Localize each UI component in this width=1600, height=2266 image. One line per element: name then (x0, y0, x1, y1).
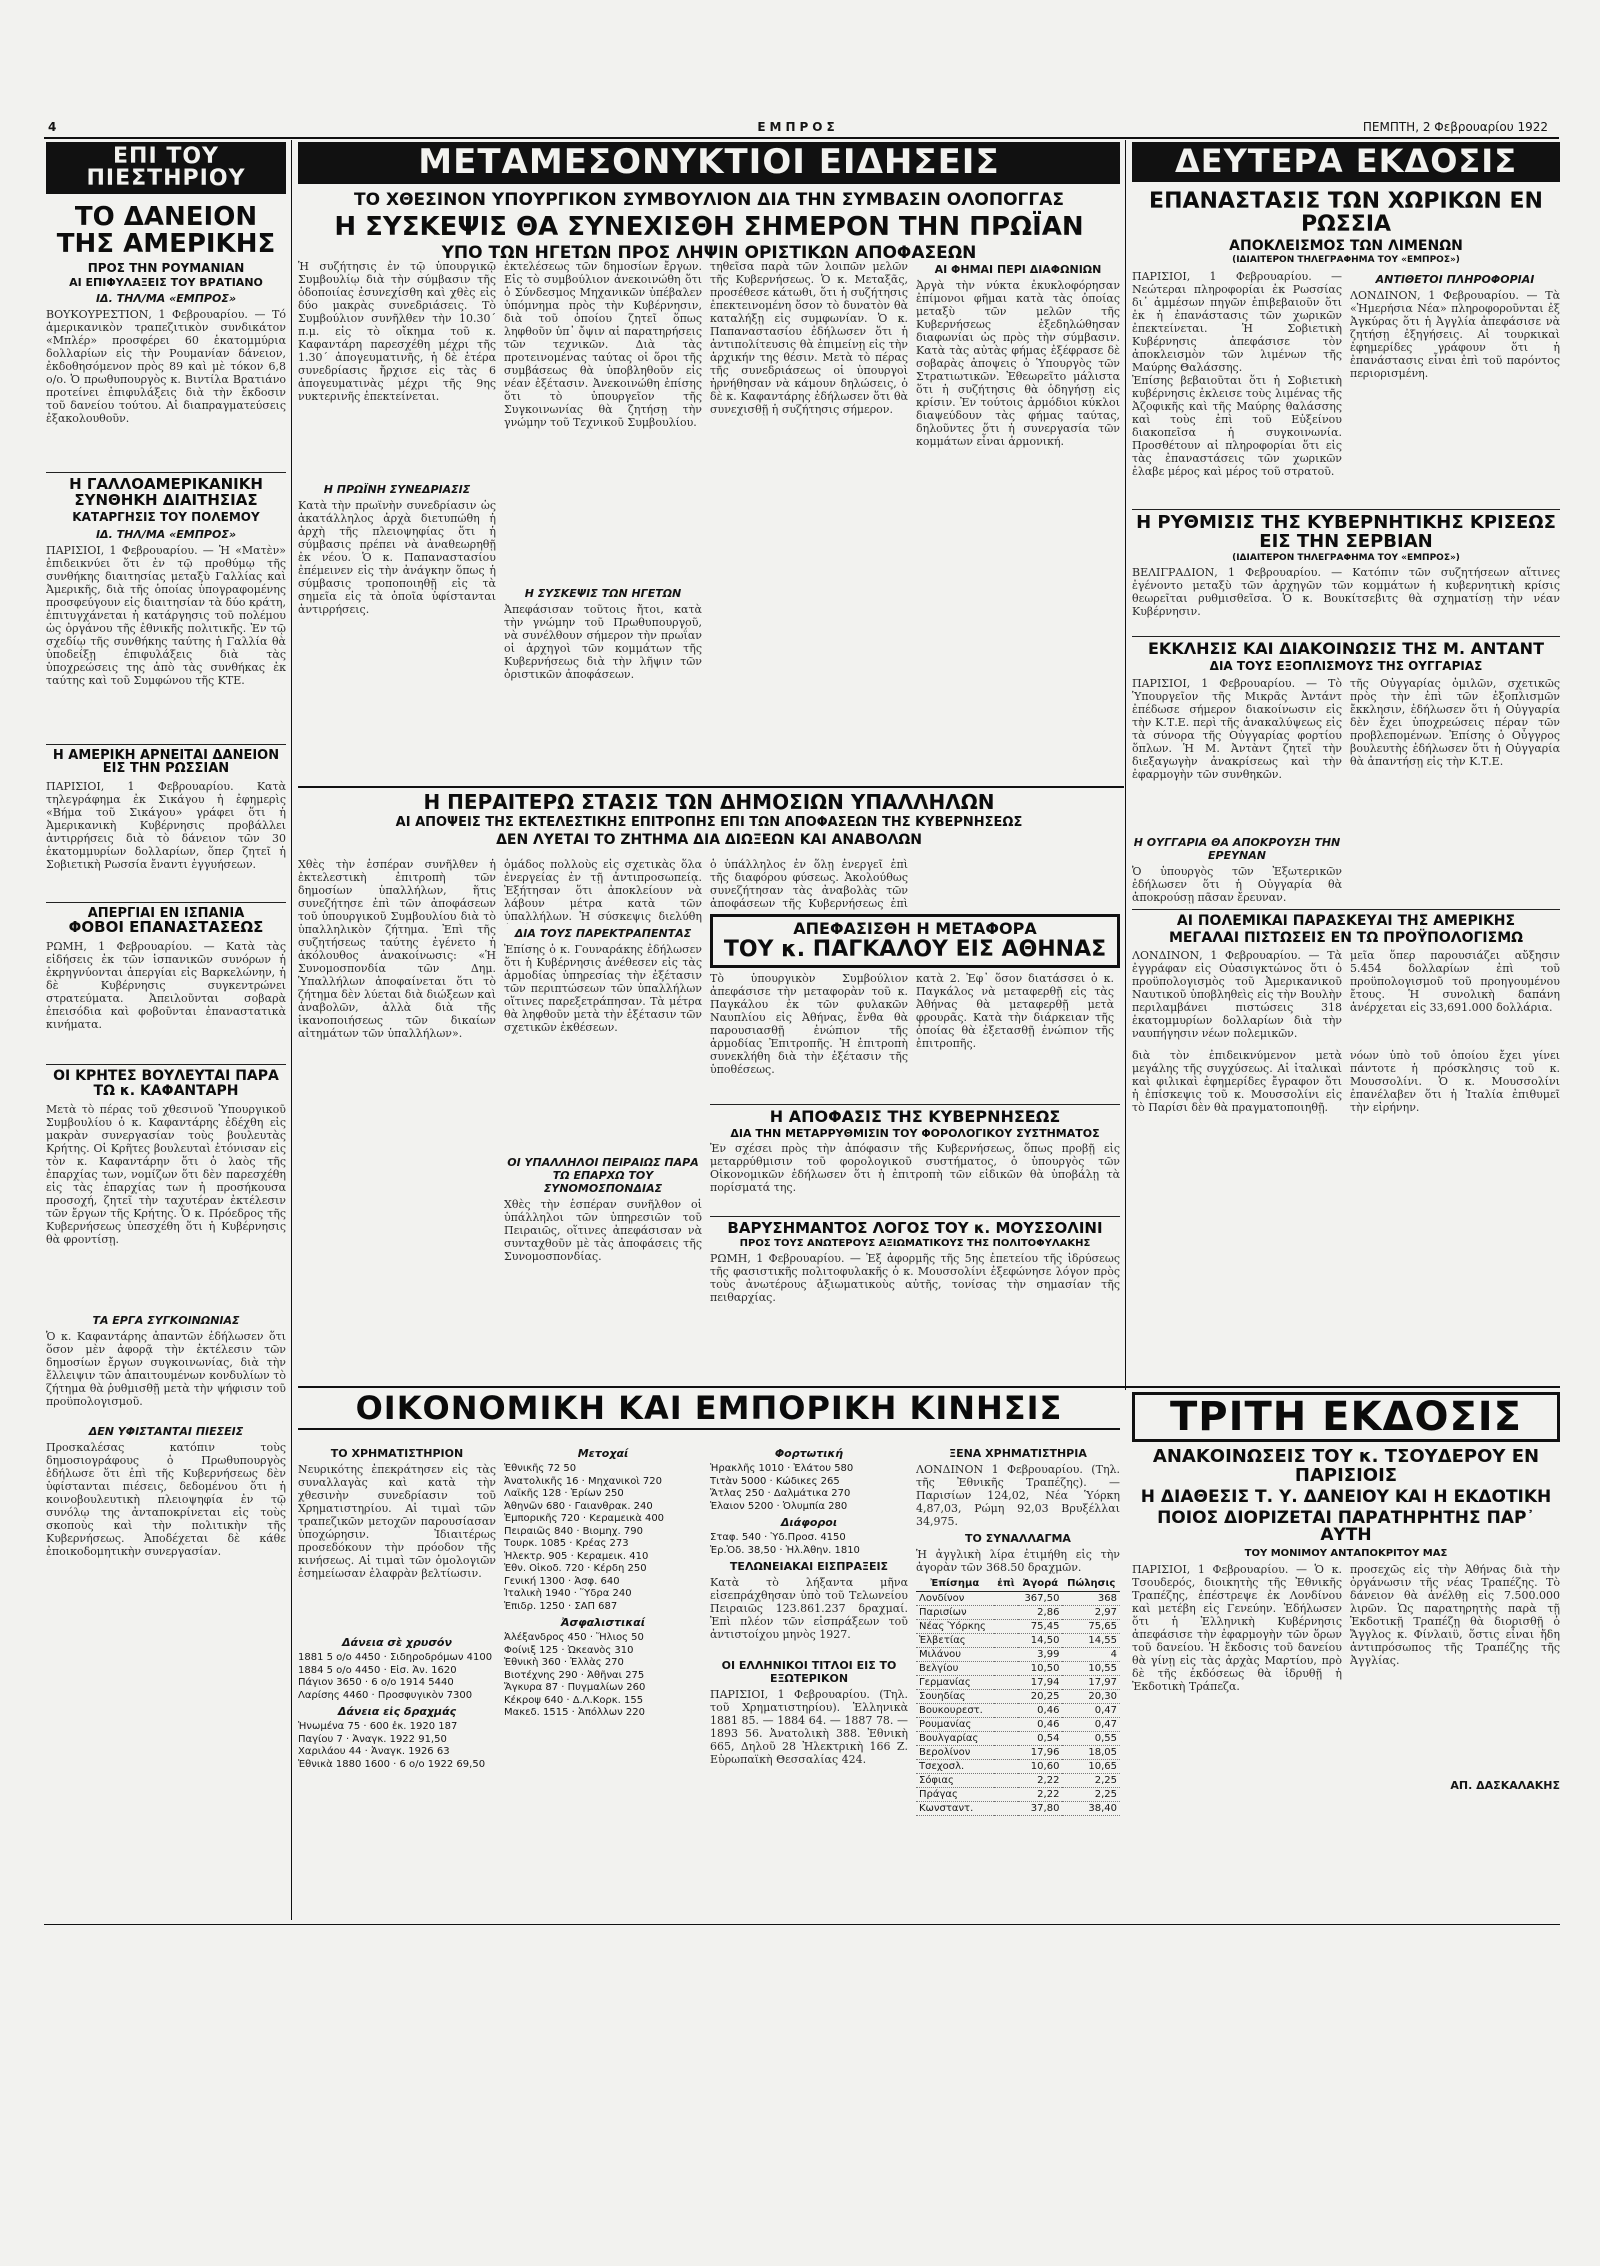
section-label: ΤΑ ΕΡΓΑ ΣΥΓΚΟΙΝΩΝΙΑΣ (92, 1313, 240, 1327)
article-text: ΡΩΜΗ, 1 Φεβρουαρίου. — Κατὰ τὰς εἰδήσεις ἐκ τῶν ἰσπανικῶν συνόρων ἡ ἐκρηγνύονται ἀπεργίαι εἰς Βαρκελώνην, ἡ δὲ Κυβέρνησις συγκεντρώνει στρατεύματα. Ἀπειλοῦνται σοβαρὰ ἐπεισόδια καὶ φοβοῦνται ἐπαναστατικὰ κινήματα. (46, 940, 286, 1032)
headline-meeting-continues: Η ΣΥΣΚΕΨΙΣ ΘΑ ΣΥΝΕΧΙΣΘΗ ΣΗΜΕΡΟΝ ΤΗΝ ΠΡΩΪΑΝ (334, 211, 1084, 242)
table-row (916, 1634, 1120, 1648)
table-cell: Σουηδίας (916, 1690, 994, 1704)
table-row (916, 1606, 1120, 1620)
article-text: τῆς Οὐγγαρίας ὁμιλῶν, σχετικῶς πρὸς τὴν ἐπὶ τῶν ἐξοπλισμῶν ἔκκλησιν, ἐδήλωσεν ὅτι ἡ Οὐγγαρία δὲν ἔχει ὑποχρεώσεις πέραν τῶν προβλεπομένων. Ἐπίσης ὁ Οὖγγρος βουλευτὴς ἐδήλωσεν ὅτι ἡ Οὐγγαρία θὰ ἀπαντήσῃ εἰς τὴν Κ.Τ.Ε. (1350, 676, 1560, 768)
headline-leaders-decisions: ΥΠΟ ΤΩΝ ΗΓΕΤΩΝ ΠΡΟΣ ΛΗΨΙΝ ΟΡΙΣΤΙΚΩΝ ΑΠΟΦΑΣΕΩΝ (441, 243, 977, 264)
table-header-row (916, 1576, 1120, 1592)
subhead: ΠΡΟΣ ΤΟΥΣ ΑΝΩΤΕΡΟΥΣ ΑΞΙΩΜΑΤΙΚΟΥΣ ΤΗΣ ΠΟΛΙΤΟΦΥΛΑΚΗΣ (739, 1237, 1091, 1249)
table-cell: 4 (1062, 1648, 1120, 1662)
article-column (710, 260, 908, 760)
top-rule (44, 137, 1559, 139)
price-row: Γενική 1300 · Ἀσφ. 640 (504, 1575, 620, 1587)
article-text: Ἐπίσης ὁ κ. Γουναράκης ἐδήλωσεν ὅτι ἡ Κυβέρνησις ἀνέθεσεν εἰς τὰς ἁρμοδίας ὑπηρεσίας τὴν ἐξέτασιν τῶν περιπτώσεων τῶν ὑπαλλήλων οἵτινες παρεξετράπησαν. Τὰ μέτρα θὰ ληφθοῦν μετὰ τὴν ἐξέτασιν τῶν σχετικῶν ἐκθέσεων. (504, 943, 702, 1034)
subhead: ΜΕΓΑΛΑΙ ΠΙΣΤΩΣΕΙΣ ΕΝ ΤΩ ΠΡΟΫΠΟΛΟΓΙΣΜΩ (1168, 929, 1524, 946)
table-cell (994, 1648, 1019, 1662)
article-text: ὁ ὑπάλληλος ἐν ὅλῃ ἐνεργεῖ ἐπὶ τῆς διαφόρου φύσεως. Ἀκολούθως συνεζήτησαν τὰς ἀναβολὰς τῶν ἀποφάσεων τῆς Κυβερνήσεως ἐπὶ (710, 858, 908, 910)
subhead: ΠΟΙΟΣ ΔΙΟΡΙΖΕΤΑΙ ΠΑΡΑΤΗΡΗΤΗΣ ΠΑΡ᾽ ΑΥΤΗ (1157, 1507, 1535, 1546)
table-cell: 17,94 (1018, 1676, 1062, 1690)
table-cell (994, 1620, 1019, 1634)
article-column (1350, 949, 1560, 1129)
section-label: Η ΣΥΣΚΕΨΙΣ ΤΩΝ ΗΓΕΤΩΝ (524, 587, 682, 600)
column-divider (291, 140, 292, 1920)
section-label: Ἀσφαλιστικαί (560, 1616, 646, 1629)
headline-cretan-mps: ΟΙ ΚΡΗΤΕΣ ΒΟΥΛΕΥΤΑΙ ΠΑΡΑ ΤΩ κ. ΚΑΦΑΝΤΑΡΗ (53, 1068, 279, 1099)
table-cell: 0,46 (1018, 1704, 1062, 1718)
table-row (916, 1662, 1120, 1676)
price-row: Μακεδ. 1515 · Ἀπόλλων 220 (504, 1707, 646, 1718)
table-cell (994, 1788, 1019, 1802)
article-text: μεῖα ὅπερ παρουσιάζει αὔξησιν 5.454 δολλαρίων ἐπὶ τοῦ προϋπολογισμοῦ τοῦ προηγουμένου ἔτους. Ἡ συνολικὴ δαπάνη ἀνέρχεται εἰς 33,691.000 δολλάρια. (1350, 949, 1560, 1015)
headline-government-decision: Η ΑΠΟΦΑΣΙΣ ΤΗΣ ΚΥΒΕΡΝΗΣΕΩΣ (769, 1106, 1061, 1126)
table-cell: Βερολίνον (916, 1746, 994, 1760)
table-cell: 75,65 (1062, 1620, 1120, 1634)
section-label: Μετοχαί (577, 1447, 629, 1460)
article-text: Κατὰ τὸ λήξαντα μῆνα εἰσεπράχθησαν ὑπὸ τοῦ Τελωνείου Πειραιῶς 123.861.237 δραχμαί. Ἐπὶ πλέον τῶν εἰσπράξεων τοῦ ἀντιστοίχου μηνὸς 1927. (710, 1576, 908, 1641)
table-cell: 17,97 (1062, 1676, 1120, 1690)
table-cell: Βελγίου (916, 1662, 994, 1676)
price-row: Ἄγκυρα 87 · Πυγμαλίων 260 (504, 1682, 646, 1693)
price-row: Ἰταλικὴ 1940 · Ὕδρα 240 (504, 1588, 632, 1599)
price-row: Ἠλεκτρ. 905 · Κεραμεικ. 410 (504, 1550, 649, 1562)
article-text: τηθεῖσα παρὰ τῶν λοιπῶν μελῶν τῆς Κυβερνήσεως. Ὁ κ. Μεταξᾶς, προσέθεσε κάτωθι, ὅτι ἡ συζήτησις ἐπεκτεινομένη ὅσον τὸ δυνατὸν θὰ καταλήξῃ εἰς συμφωνίαν. Ὁ κ. Παπαναστασίου ἐδήλωσεν ὅτι ἡ ἀντιπολίτευσις θὰ ἐπιμείνῃ εἰς τὴν ἀρχικήν της θέσιν. Μετὰ τὸ πέρας τῆς συνεδριάσεως οἱ ὑπουργοὶ ἠρνήθησαν νὰ κάμουν δηλώσεις, ὁ δὲ κ. Καφαντάρης ἐδήλωσεν ὅτι θὰ συνεχισθῇ ἡ συζήτησις σήμερον. (710, 260, 908, 416)
table-cell (994, 1774, 1019, 1788)
section-label: ΟΙ ΕΛΛΗΝΙΚΟΙ ΤΙΤΛΟΙ ΕΙΣ ΤΟ ΕΞΩΤΕΡΙΚΟΝ (721, 1659, 897, 1685)
table-cell: 2,97 (1062, 1606, 1120, 1620)
article-column (1350, 1563, 1560, 1795)
article-columns (298, 260, 1120, 780)
price-row: Ἄτλας 250 · Δαλμάτικα 270 (710, 1488, 851, 1499)
article-column (298, 858, 496, 1378)
headline-arbitration-treaty: Η ΓΑΛΛΟΑΜΕΡΙΚΑΝΙΚΗ ΣΥΝΘΗΚΗ ΔΙΑΙΤΗΣΙΑΣ (69, 474, 263, 509)
article-text: Ἡ ἀγγλικὴ λίρα ἐτιμήθη εἰς τὴν ἀγορὰν τῶν 368.50 δραχμῶν. (916, 1548, 1120, 1574)
price-row: Πάγιον 3650 · 6 ο/ο 1914 5440 (298, 1677, 454, 1688)
section-label: Φορτωτική (774, 1447, 844, 1460)
table-cell: 75,45 (1018, 1620, 1062, 1634)
headline-tsouderos: ΑΝΑΚΟΙΝΩΣΕΙΣ ΤΟΥ κ. ΤΣΟΥΔΕΡΟΥ ΕΝ ΠΑΡΙΣΙΟΙΣ (1152, 1446, 1540, 1486)
article-text: νόων ὑπὸ τοῦ ὁποίου ἔχει γίνει πάντοτε ἡ πρόσκλησις τοῦ κ. Μουσσολίνι. Ὁ κ. Μουσσολίνι ἐπανέλαβεν ὅτι ἡ Ἰταλία ἐπιθυμεῖ τὴν εἰρήνην. (1350, 1049, 1560, 1115)
price-row: Ἐθν. Οἰκοδ. 720 · Κέρδη 250 (504, 1563, 647, 1574)
section-label: Δάνεια εἰς δραχμάς (337, 1705, 457, 1718)
article-text: Προσκαλέσας κατόπιν τοὺς δημοσιογράφους ὁ Πρωθυπουργὸς ἐδήλωσε ὅτι ἐπὶ τῆς Κυβερνήσεως δὲν ὑφίστανται πιέσεις, δεδομένου ὅτι ἡ κοινοβουλευτικὴ πλειοψηφία ἐν τῷ συνόλῳ της ἀνταποκρίνεται εἰς τοὺς σκοποὺς καὶ τὴν πολιτικὴν τῆς Κυβερνήσεως. Ἀποδέχεται δὲ κάθε ἐποικοδομητικὴν συνεργασίαν. (46, 1440, 286, 1558)
table-row (916, 1620, 1120, 1634)
article-text: ΠΑΡΙΣΙΟΙ, 1 Φεβρουαρίου. (Τηλ. τοῦ Χρηματιστηρίου). Ἑλληνικὰ 1881 85. — 1884 64. — 1887 78. — 1893 56. Ἀνατολικὴ 388. Ἐθνικὴ 665, Δηλοῦ 28 Ἠλεκτρικὴ 166 Ζ. Εὐρωπαϊκὴ Θεσσαλίας 424. (710, 1688, 908, 1766)
article-text: Ὁ ὑπουργὸς τῶν Ἐξωτερικῶν ἐδήλωσεν ὅτι ἡ Οὐγγαρία θὰ ἀποκρούσῃ πᾶσαν ἔρευναν. (1132, 864, 1342, 904)
price-row: Ἐθνικὰ 1880 1600 · 6 ο/ο 1922 69,50 (298, 1758, 486, 1770)
headline-entente: ΕΚΚΛΗΣΙΣ ΚΑΙ ΔΙΑΚΟΙΝΩΣΙΣ ΤΗΣ Μ. ΑΝΤΑΝΤ (1148, 639, 1544, 659)
article-columns (710, 972, 1120, 1100)
table-cell: 14,55 (1062, 1634, 1120, 1648)
table-cell (994, 1662, 1019, 1676)
price-row: 1884 5 ο/ο 4450 · Εἰσ. Ἀν. 1620 (298, 1664, 457, 1676)
price-row: Ἐλαιον 5200 · Ὀλυμπία 280 (710, 1500, 848, 1512)
article-column (1350, 677, 1560, 905)
table-cell: 0,54 (1018, 1732, 1062, 1746)
headline-pangalos-athens: ΤΟΥ κ. ΠΑΓΚΑΛΟΥ ΕΙΣ ΑΘΗΝΑΣ (723, 936, 1107, 962)
banner-finance: ΟΙΚΟΝΟΜΙΚΗ ΚΑΙ ΕΜΠΟΡΙΚΗ ΚΙΝΗΣΙΣ (298, 1392, 1120, 1430)
table-cell: 2,25 (1062, 1788, 1120, 1802)
price-row: Λαρίσης 4460 · Προσφυγικὸν 7300 (298, 1689, 473, 1701)
table-cell: 2,22 (1018, 1788, 1062, 1802)
article-column (504, 260, 702, 753)
table-row (916, 1732, 1120, 1746)
price-row: Ἐπιδρ. 1250 · ΣΑΠ 687 (504, 1600, 618, 1612)
table-cell: Λονδίνον (916, 1592, 994, 1606)
table-cell: 10,65 (1062, 1760, 1120, 1774)
price-row: Ἐθνικὴ 360 · Ἑλλὰς 270 (504, 1657, 624, 1668)
table-cell: 14,50 (1018, 1634, 1062, 1648)
price-row: Ἐρ.Ὁδ. 38,50 · Ἠλ.Ἀθην. 1810 (710, 1544, 860, 1556)
finance-column (916, 1444, 1120, 1816)
table-row (916, 1788, 1120, 1802)
table-cell (994, 1760, 1019, 1774)
table-cell (994, 1634, 1019, 1648)
section-rule (298, 1386, 1560, 1388)
price-list (298, 1652, 496, 1702)
subhead: ΚΑΤΑΡΓΗΣΙΣ ΤΟΥ ΠΟΛΕΜΟΥ (72, 510, 260, 525)
article-column (1132, 270, 1342, 505)
article-column (1350, 270, 1560, 505)
table-row (916, 1704, 1120, 1718)
subhead: ΦΟΒΟΙ ΕΠΑΝΑΣΤΑΣΕΩΣ (68, 918, 264, 937)
second-edition-section (1132, 142, 1560, 1382)
subhead: ΑΙ ΑΠΟΨΕΙΣ ΤΗΣ ΕΚΤΕΛΕΣΤΙΚΗΣ ΕΠΙΤΡΟΠΗΣ ΕΠΙ ΤΩΝ ΑΠΟΦΑΣΕΩΝ ΤΗΣ ΚΥΒΕΡΝΗΣΕΩΣ (395, 815, 1023, 830)
price-row: Σταφ. 540 · Ὑδ.Προσ. 4150 (710, 1532, 846, 1543)
subhead: ΑΙ ΕΠΙΦΥΛΑΞΕΙΣ ΤΟΥ ΒΡΑΤΙΑΝΟ (69, 275, 263, 289)
table-row (916, 1746, 1120, 1760)
civil-servants-section (298, 792, 1120, 1382)
newspaper-name: ΕΜΠΡΟΣ (757, 120, 839, 134)
article-column (1132, 677, 1342, 905)
article-text: Ἀπεφάσισαν τοῦτοις ἤτοι, κατὰ τὴν γνώμην τοῦ Πρωθυπουργοῦ, νὰ συνέλθουν σήμερον τὴν πρωΐαν οἱ ἀρχηγοὶ τῶν κομμάτων τῆς Κυβερνήσεως διὰ τὴν λῆψιν τῶν ὁριστικῶν ἀποφάσεων. (504, 603, 702, 681)
price-row: Ἀθηνῶν 680 · Γαιανθρακ. 240 (504, 1500, 653, 1512)
price-list (504, 1463, 702, 1613)
divider (1132, 509, 1560, 510)
article-columns (1132, 677, 1560, 905)
column-header: Ἐπίσημα (916, 1576, 994, 1592)
article-text: ΒΟΥΚΟΥΡΕΣΤΙΟΝ, 1 Φεβρουαρίου. — Τό ἀμερικανικὸν τραπεζιτικὸν συνδικάτον «Μπλέρ» προσφέρει 60 ἑκατομμύρια δολλαρίων εἰς τὴν Ρουμανίαν δάνειον, ἐκδοθησόμενον πρὸς 89 καὶ μὲ τόκον 6,8 ο/ο. Ὁ πρωθυπουργὸς κ. Βιντίλα Βρατιάνο προτείνει ἐπιφυλάξεις διὰ τὴν ἔκδοσιν τοῦ δανείου τούτου. Αἱ διαπραγματεύσεις ἐξακολουθοῦν. (46, 307, 286, 425)
dateline: ΤΟΥ ΜΟΝΙΜΟΥ ΑΝΤΑΠΟΚΡΙΤΟΥ ΜΑΣ (1244, 1548, 1448, 1560)
article-text: ΛΟΝΔΙΝΟΝ, 1 Φεβρουαρίου. — Τὰ ἐγγράφαν εἰς Οὐασιγκτώνος ὅτι ὁ προϋπολογισμὸς τοῦ Ἀμερικανικοῦ Ναυτικοῦ ὑποβληθεὶς εἰς τὴν Βουλὴν περιλαμβάνει πιστώσεις 318 ἑκατομμυρίων δολλαρίων διὰ τὴν ναυπήγησιν νέων πολεμικῶν. (1132, 949, 1342, 1041)
article-text: προσεχῶς εἰς τὴν Ἀθήνας διὰ τὴν ὀργάνωσιν τῆς νέας Τραπέζης. Τὸ δάνειον θὰ ἀνέλθῃ εἰς 7.500.000 λιρῶν. Ὡς παρατηρητὴς παρὰ τῇ Ἐκδοτικῇ Τραπέζῃ θὰ διορισθῇ ὁ Ἄγγλος κ. Φίνλαιϋ, ὅστις εἶναι ἤδη ἀντιπρόσωπος τῆς Τραπέζης τῆς Ἀγγλίας. (1350, 1563, 1560, 1668)
price-list (710, 1463, 908, 1513)
left-column (46, 142, 286, 1922)
article-columns (1132, 270, 1560, 505)
third-edition-section (1132, 1392, 1560, 1922)
column-divider (1125, 140, 1126, 1390)
subhead: ΠΡΟΣ ΤΗΝ ΡΟΥΜΑΝΙΑΝ (87, 260, 245, 275)
table-cell: 368 (1062, 1592, 1120, 1606)
price-row: Ἠνωμένα 75 · 600 ἐκ. 1920 187 (298, 1721, 458, 1732)
article-text: ΠΑΡΙΣΙΟΙ, 1 Φεβρουαρίου. — Ἡ «Ματὲν» ἐπιδεικνύει ὅτι ἐν τῷ προθύμῳ τῆς συνθήκης διαιτησίας μεταξὺ Γαλλίας καὶ Ἀμερικῆς, διὰ τῆς ὁποίας ὑπογραφομένης προσφεύγουν εἰς διαιτησίαν τὰ δύο κράτη, ἐπιτυγχάνεται ἡ κατάργησις τοῦ πολέμου ὡς ὀργάνου τῆς ἐθνικῆς πολιτικῆς. Ἐν τῷ σχεδίῳ τῆς συνθήκης ταύτης ἡ Γαλλία θὰ ὑποδείξῃ ἐπιφυλάξεις διὰ τὰς ὑποχρεώσεις της ἀπὸ τὰς συνθήκας ἐκ ταύτης καὶ τοῦ Συμφώνου τῆς ΚΤΕ. (46, 543, 286, 687)
table-cell: 0,46 (1018, 1718, 1062, 1732)
article-text: ΠΑΡΙΣΙΟΙ, 1 Φεβρουαρίου. — Τὸ Ὑπουργεῖον τῆς Μικρᾶς Ἀντάντ ἐπέδωσε σήμερον διακοίνωσιν εἰς τὴν Κ.Τ.Ε. περὶ τῆς ἀνακαλύψεως εἰς τὰ σύνορα τῆς Οὐγγαρίας φορτίου ὅπλων. Ἡ Μ. Ἀντὰντ ζητεῖ τὴν διεξαγωγὴν ἀνακρίσεως καὶ τὴν ἐφαρμογὴν τῶν συνθηκῶν. (1132, 676, 1342, 781)
headline-pangalos: ΑΠΕΦΑΣΙΣΘΗ Η ΜΕΤΑΦΟΡΑ (793, 919, 1037, 938)
price-row: Φοίνιξ 125 · Ὠκεανὸς 310 (504, 1644, 634, 1656)
headline-spain-strikes: ΑΠΕΡΓΙΑΙ ΕΝ ΙΣΠΑΝΙΑ (87, 905, 245, 921)
headline-mussolini-speech: ΒΑΡΥΣΗΜΑΝΤΟΣ ΛΟΓΟΣ ΤΟΥ κ. ΜΟΥΣΣΟΛΙΝΙ (727, 1219, 1103, 1238)
section-label: Δάνεια σὲ χρυσόν (342, 1636, 452, 1649)
article-text: ὁμάδος πολλοὺς εἰς σχετικὰς ὅλα ἐνεργείας ἐν τῇ ἀντιπροσωπείᾳ. Ἐξήτησαν ὅτι ἀποκλείουν νὰ λάβουν μέτρα κατὰ τῶν ὑπαλλήλων. Ἡ σύσκεψις διελύθη (504, 858, 702, 923)
divider (1132, 909, 1560, 910)
dateline: (ΙΔΙΑΙΤΕΡΟΝ ΤΗΛΕΓΡΑΦΗΜΑ ΤΟΥ «ΕΜΠΡΟΣ») (1232, 552, 1460, 563)
price-row: Τιτὰν 5000 · Κώδικες 265 (710, 1475, 840, 1487)
table-cell: Γερμανίας (916, 1676, 994, 1690)
divider (46, 1064, 286, 1065)
subhead: ΔΙΑ ΤΗΝ ΜΕΤΑΡΡΥΘΜΙΣΙΝ ΤΟΥ ΦΟΡΟΛΟΓΙΚΟΥ ΣΥΣΤΗΜΑΤΟΣ (730, 1126, 1100, 1140)
article-text: Ἡ συζήτησις ἐν τῷ ὑπουργικῷ Συμβουλίῳ διὰ τὴν σύμβασιν τῆς ὁδοποιίας ἐσυνεχίσθη καὶ χθὲς εἰς δύο μακρὰς συνεδριάσεις. Τὸ Συμβούλιον συνῆλθεν τὴν 10.30΄ π.μ. εἰς τὸ οἴκημα τοῦ κ. Καφαντάρη παρεσχέθη μέχρι τῆς 1.30΄ ἀπογευματινῆς, ἡ δὲ ἑτέρα συνεδρίασις ἤρχισε εἰς τὰς 6 ἀπογευματινὰς μέχρι τῆς 9ης νυκτερινῆς ἐπεκτείνεται. (298, 260, 496, 403)
banner-second-edition: ΔΕΥΤΕΡΑ ΕΚΔΟΣΙΣ (1132, 142, 1560, 182)
table-cell: 20,25 (1018, 1690, 1062, 1704)
divider (46, 472, 286, 473)
table-row (916, 1718, 1120, 1732)
table-cell: Νέας Ὑόρκης (916, 1620, 994, 1634)
table-cell: Μιλάνου (916, 1648, 994, 1662)
byline: ΑΠ. ΔΑΣΚΑΛΑΚΗΣ (1450, 1779, 1560, 1793)
section-label: Διάφοροι (780, 1516, 838, 1529)
divider (46, 902, 286, 903)
price-row: Τουρκ. 1085 · Κρέας 273 (504, 1538, 629, 1549)
section-label: ΞΕΝΑ ΧΡΗΜΑΤΙΣΤΗΡΙΑ (949, 1447, 1087, 1460)
section-label: ΑΙ ΦΗΜΑΙ ΠΕΡΙ ΔΙΑΦΩΝΙΩΝ (934, 263, 1102, 276)
page-number: 4 (48, 120, 57, 134)
table-cell: 2,86 (1018, 1606, 1062, 1620)
issue-date: ΠΕΜΠΤΗ, 2 Φεβρουαρίου 1922 (1362, 120, 1548, 134)
section-label: ΔΕΝ ΥΦΙΣΤΑΝΤΑΙ ΠΙΕΣΕΙΣ (88, 1424, 244, 1438)
headline-cabinet-council: ΤΟ ΧΘΕΣΙΝΟΝ ΥΠΟΥΡΓΙΚΟΝ ΣΥΜΒΟΥΛΙΟΝ ΔΙΑ ΤΗΝ ΣΥΜΒΑΣΙΝ ΟΛΟΠΟΓΓΑΣ (354, 190, 1064, 210)
table-cell: 10,50 (1018, 1662, 1062, 1676)
table-cell: 20,30 (1062, 1690, 1120, 1704)
pangalos-box (710, 914, 1120, 968)
table-row (916, 1802, 1120, 1816)
table-row (916, 1690, 1120, 1704)
price-row: Ἐμπορικῆς 720 · Κεραμεικὰ 400 (504, 1513, 665, 1524)
subhead: ΔΙΑ ΤΟΥΣ ΕΞΟΠΛΙΣΜΟΥΣ ΤΗΣ ΟΥΓΓΑΡΙΑΣ (1209, 659, 1483, 674)
table-cell: 10,55 (1062, 1662, 1120, 1676)
table-row (916, 1760, 1120, 1774)
table-cell: 17,96 (1018, 1746, 1062, 1760)
table-cell: 10,60 (1018, 1760, 1062, 1774)
table-cell: Παρισίων (916, 1606, 994, 1620)
table-cell (994, 1704, 1019, 1718)
midnight-news-section (298, 142, 1120, 782)
table-row (916, 1592, 1120, 1606)
section-label: ΤΟ ΣΥΝΑΛΛΑΓΜΑ (965, 1532, 1071, 1545)
section-header-press: ΕΠΙ ΤΟΥ ΠΙΕΣΤΗΡΙΟΥ (46, 142, 286, 194)
column-header: Ἀγορά (1018, 1576, 1062, 1592)
price-row: Ἀλέξανδρος 450 · Ἥλιος 50 (504, 1632, 644, 1643)
article-text: κατὰ 2. Ἐφ᾽ ὅσον διατάσσει ὁ κ. Παγκάλος νὰ μεταφερθῇ εἰς τὰς Ἀθήνας θὰ μεταφερθῇ μετὰ φρουρᾶς. Κατὰ τὴν διάρκειαν τῆς ὁποίας θὰ ἐξετασθῇ ἐνώπιον τῆς ἐπιτροπῆς. (916, 971, 1114, 1050)
table-cell: Βουλγαρίας (916, 1732, 994, 1746)
table-cell: Σόφιας (916, 1774, 994, 1788)
table-cell (994, 1606, 1019, 1620)
table-cell: 0,47 (1062, 1704, 1120, 1718)
dateline: (ΙΔΙΑΙΤΕΡΟΝ ΤΗΛΕΓΡΑΦΗΜΑ ΤΟΥ «ΕΜΠΡΟΣ») (1232, 254, 1460, 265)
table-cell: 3,99 (1018, 1648, 1062, 1662)
subhead: ΔΕΝ ΛΥΕΤΑΙ ΤΟ ΖΗΤΗΜΑ ΔΙΑ ΔΙΩΞΕΩΝ ΚΑΙ ΑΝΑΒΟΛΩΝ (496, 831, 922, 848)
table-cell (994, 1592, 1019, 1606)
article-text: Ἐπίσης βεβαιοῦται ὅτι ἡ Σοβιετικὴ κυβέρνησις ἐκλεισε τοὺς λιμένας τῆς Ἀζοφικῆς καὶ τῆς Μαύρης θαλάσσης καὶ τοὺς ἐπὶ τοῦ Εὐξείνου διακοπεῖσα ἡ συγκοινωνία. Προσθέτουν αἱ πληροφορίαι ὅτι εἰς τὰς ἐπαναστάσεις τῶν χωρικῶν ἐλαβε μέρος καὶ μέρος τοῦ στρατοῦ. (1132, 373, 1342, 478)
dateline: ΙΔ. ΤΗΛ/ΜΑ «ΕΜΠΡΟΣ» (95, 291, 237, 305)
article-text: ΠΑΡΙΣΙΟΙ, 1 Φεβρουαρίου. — Νεώτεραι πληροφορίαι ἐκ Ρωσσίας δι᾽ ἀμμέσων πηγῶν ἐπιβεβαιοῦν ὅτι ἐκ ἡ ἐπανάστασις τῶν χωρικῶν ἐπεκτείνεται. Ἡ Σοβιετικὴ Κυβέρνησις ἀπεφάσισε τὸν ἀποκλεισμὸν τῶν λιμένων τῆς Μαύρης Θαλάσσης. (1132, 269, 1342, 374)
table-cell: 2,25 (1062, 1774, 1120, 1788)
article-text: ΛΟΝΔΙΝΟΝ 1 Φεβρουαρίου. (Τηλ. τῆς Ἐθνικῆς Τραπέζης). — Παρισίων 124,02, Νέα Ὑόρκη 4,87,03, Ρώμη 92,03 Βρυξέλλαι 34,975. (916, 1463, 1120, 1528)
masthead (48, 120, 1548, 134)
article-column (298, 260, 496, 759)
table-cell: Βουκουρεστ. (916, 1704, 994, 1718)
article-text: Χθὲς τὴν ἑσπέραν συνῆλθον οἱ ὑπάλληλοι τῶν ὑπηρεσιῶν τοῦ Πειραιῶς, οἵτινες ἀπεφάσισαν νὰ συνταχθοῦν μὲ τὰς ἀποφάσεις τῆς Συνομοσπονδίας. (504, 1198, 702, 1263)
table-cell: Τσεχοσλ. (916, 1760, 994, 1774)
table-cell (994, 1690, 1019, 1704)
finance-column (710, 1444, 908, 1768)
article-text: Ἀργὰ τὴν νύκτα ἐκυκλοφόρησαν ἐπίμονοι φῆμαι κατὰ τὰς ὁποίας μεταξὺ τῶν μελῶν τῆς Κυβερνήσεως ἐξεδηλώθησαν διαφωνίαι ὡς πρὸς τὴν σύμβασιν. Κατὰ τὰς αὐτὰς φήμας ἐξέφρασε δὲ σοβαρὰς ἀποψεις ὁ Ὑπουργὸς τῶν Στρατιωτικῶν. Ἐθεωρεῖτο μάλιστα ὅτι ἡ συζήτησις θὰ ὁδηγήσῃ εἰς κρίσιν. Ἐν τούτοις ἀρμόδιοι κύκλοι διαψεύδουν τὰς φήμας ταύτας, δηλοῦντες ὅτι ἡ συνεργασία τῶν κομμάτων εἶναι ἀρμονική. (916, 279, 1120, 448)
article-text: Τὸ ὑπουργικὸν Συμβούλιον ἀπεφάσισε τὴν μεταφορὰν τοῦ κ. Παγκάλου ἐκ τῶν φυλακῶν Ναυπλίου εἰς Ἀθήνας, ἔνθα θὰ παρουσιασθῇ ἐνώπιον τῆς ἁρμοδίας Ἐπιτροπῆς. Ἡ ἐπιτροπὴ συνεκλήθη διὰ τὴν ἐξέτασιν τῆς ὑποθέσεως. (710, 971, 908, 1076)
price-row: Ἐθνικῆς 72 50 (504, 1463, 577, 1474)
headline-civil-servants: Η ΠΕΡΑΙΤΕΡΩ ΣΤΑΣΙΣ ΤΩΝ ΔΗΜΟΣΙΩΝ ΥΠΑΛΛΗΛΩΝ (423, 792, 995, 814)
price-row: Χαριλάου 44 · Ἀναγκ. 1926 63 (298, 1746, 450, 1757)
section-label: ΤΟ ΧΡΗΜΑΤΙΣΤΗΡΙΟΝ (330, 1447, 464, 1460)
table-cell: Πράγας (916, 1788, 994, 1802)
article-text: Χθὲς τὴν ἑσπέραν συνῆλθεν ἡ ἐκτελεστικὴ ἐπιτροπὴ τῶν δημοσίων ὑπαλλήλων, ἥτις συνεζήτησε ἐπὶ τῶν ἀποφάσεων τοῦ ὑπουργικοῦ Συμβουλίου διὰ τὸ ὑπαλληλικὸν ζήτημα. Ἐπὶ τῆς συζητήσεως ταύτης ἐγένετο ἡ ἀκόλουθος ἀνακοίνωσις: «Ἡ Συνομοσπονδία τῶν Δημ. Ὑπαλλήλων ἀποφαίνεται ὅτι τὸ ζήτημα δὲν λύεται διὰ διώξεων καὶ ἀναβολῶν, ἀλλὰ διὰ τῆς ἱκανοποιήσεως τῶν δικαίων αἰτημάτων τῶν ὑπαλλήλων». (298, 858, 496, 1040)
table-cell: 18,05 (1062, 1746, 1120, 1760)
divider (710, 1104, 1120, 1105)
table-cell: Κωνσταντ. (916, 1802, 994, 1816)
article-text: Ὁ κ. Καφαντάρης ἀπαντῶν ἐδήλωσεν ὅτι ὅσον μὲν ἀφορᾷ τὴν ἐκτέλεσιν τῶν δημοσίων ἔργων συγκοινωνίας, διὰ τὴν ἔλλειψιν τῶν ἀπαιτουμένων κονδυλίων τὸ ζήτημα θὰ ῥυθμισθῇ μετὰ τὴν ψήφισιν τοῦ προϋπολογισμοῦ. (46, 1329, 286, 1408)
subhead: Η ΔΙΑΘΕΣΙΣ Τ. Υ. ΔΑΝΕΙΟΥ ΚΑΙ Η ΕΚΔΟΤΙΚΗ (1140, 1486, 1552, 1507)
section-label: Η ΟΥΓΓΑΡΙΑ ΘΑ ΑΠΟΚΡΟΥΣΗ ΤΗΝ ΕΡΕΥΝΑΝ (1133, 835, 1341, 862)
price-list (504, 1632, 702, 1720)
price-row: Ἡρακλῆς 1010 · Ἐλάτου 580 (710, 1463, 854, 1474)
article-text: ΠΑΡΙΣΙΟΙ, 1 Φεβρουαρίου. — Ὁ κ. Τσουδερός, διοικητὴς τῆς Ἐθνικῆς Τραπέζης, ἐπέστρεψε ἐκ Λονδίνου καὶ μετέβη εἰς Γενεύην. Ἐδήλωσεν ὅτι ἡ Ἑλληνικὴ Κυβέρνησις ἀπεφάσισε τὴν ἐφαρμογὴν τῶν ὅρων τοῦ δανείου. Ἡ ἔκδοσις τοῦ δανείου θὰ γίνῃ εἰς τὰς ἀρχὰς Μαρτίου, πρὸ δὲ τῆς ἐκδόσεως θὰ ἱδρυθῇ ἡ Ἐκδοτικὴ Τράπεζα. (1132, 1563, 1342, 1694)
price-row: Λαϊκῆς 128 · Ἐρίων 250 (504, 1488, 624, 1499)
article-column (1132, 949, 1342, 1129)
finance-section (298, 1392, 1120, 1922)
table-cell (994, 1746, 1019, 1760)
price-row: Βιοτέχνης 290 · Ἀθῆναι 275 (504, 1669, 645, 1681)
article-text: ΠΑΡΙΣΙΟΙ, 1 Φεβρουαρίου. Κατὰ τηλεγράφημα ἐκ Σικάγου ἡ ἐφημερὶς «Βήμα τοῦ Σικάγου» γράφει ὅτι ἡ Ἀμερικανικὴ Κυβέρνησις προβάλλει ἀντιρρήσεις διὰ τὸ δάνειον τῶν 30 ἑκατομμυρίων δολλαρίων, ὅπερ ζητεῖ ἡ Σοβιετικὴ Ρωσσία ἔναντι ἐγγυήσεων. (46, 779, 286, 871)
price-list (298, 1721, 496, 1771)
headline-america-war-prep: ΑΙ ΠΟΛΕΜΙΚΑΙ ΠΑΡΑΣΚΕΥΑΙ ΤΗΣ ΑΜΕΡΙΚΗΣ (1176, 912, 1516, 929)
divider (46, 744, 286, 745)
article-group (710, 858, 1120, 1326)
table-cell (994, 1676, 1019, 1690)
finance-column (298, 1444, 496, 1771)
price-row: 1881 5 ο/ο 4450 · Σιδηροδρόμων 4100 (298, 1652, 493, 1663)
headline-russia-revolt: ΕΠΑΝΑΣΤΑΣΙΣ ΤΩΝ ΧΩΡΙΚΩΝ ΕΝ ΡΩΣΣΙΑ (1149, 189, 1543, 238)
table-row (916, 1648, 1120, 1662)
article-text: ΛΟΝΔΙΝΟΝ, 1 Φεβρουαρίου. — Τὰ «Ἡμερήσια Νέα» πληροφοροῦνται ἐξ Ἀγκύρας ὅτι ἡ Ἀγγλία ἀπεφάσισε νὰ ζητήσῃ ἐξηγήσεις. Αἱ τουρκικαὶ ἐφημερίδες γράφουν ὅτι ἡ ἐπανάστασις εἶναι ἐπὶ τοῦ παρόντος περιορισμένη. (1350, 288, 1560, 380)
table-cell: 2,22 (1018, 1774, 1062, 1788)
table-cell: Ρουμανίας (916, 1718, 994, 1732)
divider (1132, 636, 1560, 637)
headline-america-loan: ΤΟ ΔΑΝΕΙΟΝ ΤΗΣ ΑΜΕΡΙΚΗΣ (56, 202, 276, 260)
table-row (916, 1676, 1120, 1690)
article-text: ΒΕΛΙΓΡΑΔΙΟΝ, 1 Φεβρουαρίου. — Κατόπιν τῶν συζητήσεων αἵτινες ἐγένοντο μεταξὺ τῶν ἀρχηγῶν τῶν κομμάτων ἡ κυβερνητικὴ κρίσις θεωρεῖται ρυθμισθεῖσα. Ὁ κ. Βουκίτσεβιτς θὰ σχηματίσῃ τὴν νέαν Κυβέρνησιν. (1132, 566, 1560, 619)
table-cell: 0,55 (1062, 1732, 1120, 1746)
table-cell: 367,50 (1018, 1592, 1062, 1606)
table-cell: 38,40 (1062, 1802, 1120, 1816)
section-rule (298, 786, 1124, 788)
table-cell: 0,47 (1062, 1718, 1120, 1732)
dateline: ΙΔ. ΤΗΛ/ΜΑ «ΕΜΠΡΟΣ» (95, 527, 237, 541)
article-text: ἐκτελέσεως τῶν δημοσίων ἔργων. Εἰς τὸ συμβούλιον ἀνεκοινώθη ὅτι ὁ Σύνδεσμος Μηχανικῶν ὑπέβαλεν ὑπόμνημα πρὸς τὴν Κυβέρνησιν, διὰ τοῦ ὁποίου ζητεῖ ὅπως ληφθοῦν ὑπ᾽ ὄψιν αἱ παρατηρήσεις τῶν τεχνικῶν. Διὰ τὰς προτεινομένας ταύτας οἱ ὅροι τῆς συμβάσεως θὰ ὑποβληθοῦν εἰς νέαν ἐξέτασιν. Ἀνεκοινώθη ἐπίσης ὅτι τὸ ὑπουργεῖον τῆς Συγκοινωνίας θὰ ζητήσῃ τὴν γνώμην τοῦ Τεχνικοῦ Συμβουλίου. (504, 260, 702, 429)
table-cell: 37,80 (1018, 1802, 1062, 1816)
article-text: Νευρικότης ἐπεκράτησεν εἰς τὰς συναλλαγὰς καὶ κατὰ τὴν χθεσινὴν συνεδρίασιν τοῦ Χρηματιστηρίου. Αἱ τιμαὶ τῶν τραπεζικῶν μετοχῶν παρουσίασαν ὑποχώρησιν. Ἰδιαιτέρως προσεδόκουν τὴν πρόοδον τῆς κινήσεως. Αἱ τιμαὶ τῶν ὁμολογιῶν ἐσημείωσαν ἐλαφρὰν βελτίωσιν. (298, 1463, 496, 1580)
section-label: ΤΕΛΩΝΕΙΑΚΑΙ ΕΙΣΠΡΑΞΕΙΣ (729, 1560, 889, 1573)
article-columns (1132, 949, 1560, 1129)
column-header: ἐπὶ (994, 1576, 1019, 1592)
table-cell (994, 1718, 1019, 1732)
divider (710, 1216, 1120, 1217)
banner-midnight-news: ΜΕΤΑΜΕΣΟΝΥΚΤΙΟΙ ΕΙΔΗΣΕΙΣ (298, 142, 1120, 184)
article-column (504, 858, 702, 1368)
article-text: Κατὰ τὴν πρωϊνὴν συνεδρίασιν ὡς ἀκατάλληλος ἀρχὰ διετυπώθη ἡ ἀρχὴ τῆς πλειοψηφίας ὅτι ἡ σύμβασις πρέπει νὰ ἀναθεωρηθῇ ἐκ νέου. Ὁ κ. Παπαναστασίου ἐπέμεινεν εἰς τὴν ἀνάγκην ὅπως ἡ σύμβασις τροποποιηθῇ εἰς τὰ σημεῖα εἰς τὰ ὁποῖα ὑφίστανται ἀντιρρήσεις. (298, 499, 496, 616)
exchange-rates-table (916, 1576, 1120, 1816)
subhead: ΑΠΟΚΛΕΙΣΜΟΣ ΤΩΝ ΛΙΜΕΝΩΝ (1229, 238, 1463, 255)
article-columns (1132, 1563, 1560, 1795)
price-row: Παγίου 7 · Ἀναγκ. 1922 91,50 (298, 1733, 447, 1745)
column-header: Πώλησις (1062, 1576, 1120, 1592)
price-row: Ἀνατολικῆς 16 · Μηχανικοὶ 720 (504, 1475, 662, 1487)
article-text: διὰ τὸν ἐπιδεικνύμενον μετὰ μεγάλης τῆς συγχύσεως. Αἱ ἰταλικαὶ καὶ φιλικαὶ ἐφημερίδες ἔγραφον ὅτι ἡ ἐπίσκεψις τοῦ κ. Μουσσολίνι εἰς τὸ Παρίσι δὲν θὰ πραγματοποιηθῇ. (1132, 1049, 1342, 1115)
table-cell (994, 1802, 1019, 1816)
article-text: Μετὰ τὸ πέρας τοῦ χθεσινοῦ Ὑπουργικοῦ Συμβουλίου ὁ κ. Καφαντάρης ἐδέχθη εἰς μακρὰν συνεργασίαν τοὺς βουλευτὰς Κρήτης. Οἱ Κρῆτες βουλευταὶ ἐτόνισαν εἰς τὸν κ. Καφαντάρην ὅτι ὁ λαὸς τῆς ἐπαρχίας των, νομίζων ὅτι δὲν παρεσχέθη εἰς τὰς ἐπαρχίας των ἡ προσήκουσα προσοχή, ζητεῖ τὴν ταχυτέραν ἐκτέλεσιν τῶν ἔργων τῆς Κρήτης. Ὁ κ. Πρόεδρος τῆς Κυβερνήσεως ὑπεσχέθη ὅτι ἡ Κυβέρνησις θὰ φροντίσῃ. (46, 1102, 286, 1246)
price-row: Κέκροψ 640 · Δ.Λ.Κορκ. 155 (504, 1694, 644, 1706)
section-label: ΑΝΤΙΘΕΤΟΙ ΠΛΗΡΟΦΟΡΙΑΙ (1375, 272, 1535, 286)
table-cell (994, 1732, 1019, 1746)
table-row (916, 1774, 1120, 1788)
article-column (916, 260, 1120, 749)
section-label: ΔΙΑ ΤΟΥΣ ΠΑΡΕΚΤΡΑΠΕΝΤΑΣ (514, 927, 692, 940)
finance-column (504, 1444, 702, 1720)
table-cell: Ἑλβετίας (916, 1634, 994, 1648)
article-text: ΡΩΜΗ, 1 Φεβρουαρίου. — Ἐξ ἀφορμῆς τῆς 5ης ἐπετείου τῆς ἱδρύσεως τῆς φασιστικῆς πολιτοφυλακῆς ὁ κ. Μουσσολίνι ἐξεφώνησε λόγον πρὸς τοὺς ἀνωτέρους ἀξιωματικοὺς αὐτῆς, τονίσας τὴν σημασίαν τῆς πειθαρχίας. (710, 1252, 1120, 1305)
banner-third-edition: ΤΡΙΤΗ ΕΚΔΟΣΙΣ (1132, 1392, 1560, 1442)
price-row: Πειραιῶς 840 · Βιομηχ. 790 (504, 1525, 643, 1537)
section-label: Η ΠΡΩΪΝΗ ΣΥΝΕΔΡΙΑΣΙΣ (323, 483, 471, 496)
section-label: ΟΙ ΥΠΑΛΛΗΛΟΙ ΠΕΙΡΑΙΩΣ ΠΑΡΑ ΤΩ ΕΠΑΡΧΩ ΤΟΥ ΣΥΝΟΜΟΣΠΟΝΔΙΑΣ (507, 1156, 699, 1195)
price-list (710, 1532, 908, 1557)
article-text: Ἐν σχέσει πρὸς τὴν ἀπόφασιν τῆς Κυβερνήσεως, ὅπως προβῇ εἰς μεταρρύθμισιν τοῦ φορολογικοῦ συστήματος, ὁ ὑπουργὸς τῶν Οἰκονομικῶν ἐδήλωσεν ὅτι ἡ ἐπιτροπὴ τῶν εἰδικῶν θὰ ὑποβάλῃ τὰ πορίσματά της. (710, 1142, 1120, 1195)
headline-serbia-crisis: Η ΡΥΘΜΙΣΙΣ ΤΗΣ ΚΥΒΕΡΝΗΤΙΚΗΣ ΚΡΙΣΕΩΣ ΕΙΣ ΤΗΝ ΣΕΡΒΙΑΝ (1136, 511, 1556, 552)
bottom-rule (44, 1924, 1560, 1925)
headline-russia-loan: Η ΑΜΕΡΙΚΗ ΑΡΝΕΙΤΑΙ ΔΑΝΕΙΟΝ ΕΙΣ ΤΗΝ ΡΩΣΣΙΑΝ (52, 747, 280, 777)
